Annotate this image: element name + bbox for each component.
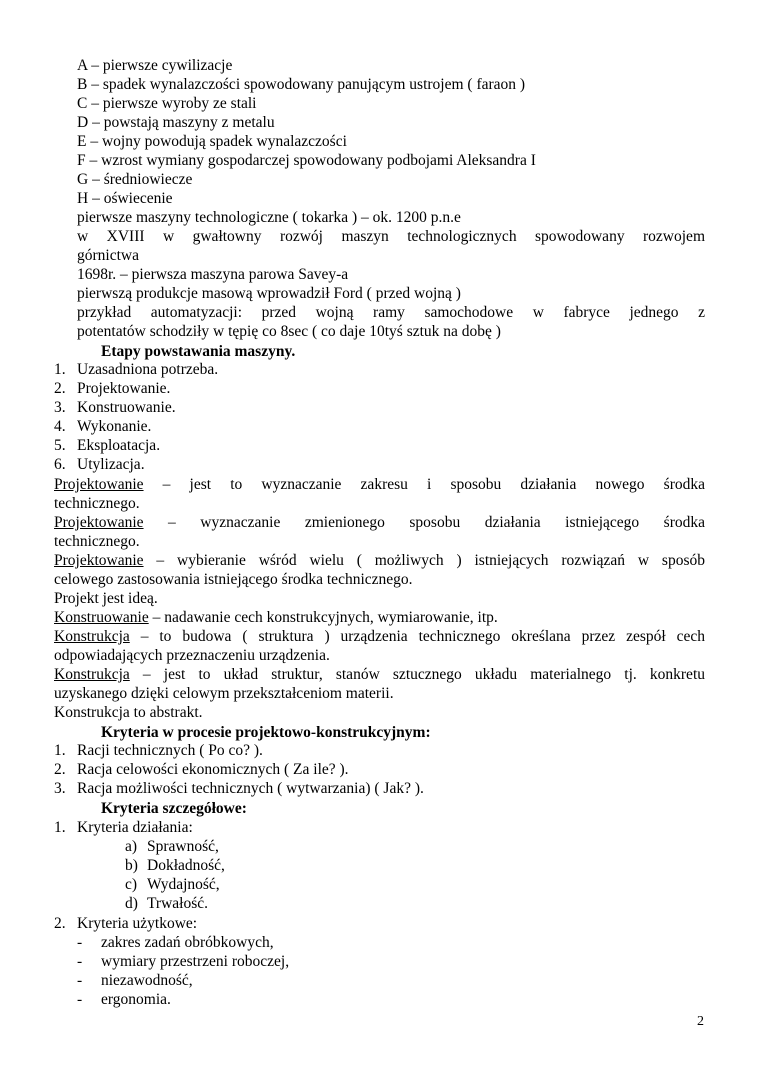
sub-item: niezawodność, <box>101 972 193 989</box>
list-item: Wykonanie. <box>77 418 152 435</box>
bullet-dash: - <box>77 953 83 970</box>
definition-line <box>54 475 705 494</box>
sub-item: Dokładność, <box>147 857 225 874</box>
list-number: 3. <box>54 399 66 416</box>
history-line: A – pierwsze cywilizacje <box>77 57 233 74</box>
sub-item: wymiary przestrzeni roboczej, <box>101 953 290 970</box>
xviii-line-2: górnictwa <box>77 247 139 264</box>
xviii-line-1: w XVIII w gwałtowny rozwój maszyn technologicznych spowodowany rozwojem <box>77 228 705 245</box>
definition-line-cont: technicznego. <box>54 495 140 512</box>
history-line: G – średniowiecze <box>77 171 193 188</box>
sub-item: Sprawność, <box>147 838 219 855</box>
stages-heading: Etapy powstawania maszyny. <box>101 343 296 360</box>
definition-term: Projektowanie <box>54 552 144 569</box>
automation-line-1: przykład automatyzacji: przed wojną ramy samochodowe w fabryce jednego z <box>77 304 705 321</box>
definition-term: Konstruowanie <box>54 609 149 626</box>
definition-text: – nadawanie cech konstrukcyjnych, wymiarowanie, itp. <box>148 609 498 626</box>
list-number: 6. <box>54 456 66 473</box>
ford-line: pierwszą produkcje masową wprowadził Ford ( przed wojną ) <box>77 285 461 302</box>
definition-line <box>54 513 705 532</box>
sub-item: Wydajność, <box>147 876 220 893</box>
sub-letter: b) <box>125 857 138 874</box>
automation-line-2: potentatów schodziły w tępię co 8sec ( co daje 10tyś sztuk na dobę ) <box>77 323 501 340</box>
list-number: 1. <box>54 742 66 759</box>
list-item: Uzasadniona potrzeba. <box>77 361 219 378</box>
definition-line-cont: odpowiadających przeznaczeniu urządzenia. <box>54 647 330 664</box>
history-line: F – wzrost wymiany gospodarczej spowodowany podbojami Aleksandra I <box>77 152 536 169</box>
definition-text: – jest to wyznaczanie zakresu i sposobu działania nowego środka <box>143 476 705 493</box>
bullet-dash: - <box>77 991 83 1008</box>
bullet-dash: - <box>77 934 83 951</box>
definition-line <box>54 608 498 627</box>
bullet-dash: - <box>77 972 83 989</box>
sub-item: ergonomia. <box>101 991 171 1008</box>
project-idea-line: Projekt jest ideą. <box>54 590 158 607</box>
page-number: 2 <box>697 1014 704 1029</box>
history-line: E – wojny powodują spadek wynalazczości <box>77 133 347 150</box>
list-item: Racja celowości ekonomicznych ( Za ile? ). <box>77 761 349 778</box>
definition-line <box>54 665 705 684</box>
definition-line-cont: technicznego. <box>54 533 140 550</box>
definition-line-cont: celowego zastosowania istniejącego środka technicznego. <box>54 571 413 588</box>
list-number: 5. <box>54 437 66 454</box>
definition-line <box>54 627 705 646</box>
list-item: Utylizacja. <box>77 456 145 473</box>
history-line: B – spadek wynalazczości spowodowany panującym ustrojem ( faraon ) <box>77 76 526 93</box>
list-number: 1. <box>54 819 66 836</box>
criteria-heading: Kryteria w procesie projektowo-konstrukcyjnym: <box>101 724 431 741</box>
list-item: Kryteria użytkowe: <box>77 915 198 932</box>
list-number: 3. <box>54 780 66 797</box>
sub-letter: c) <box>125 876 138 893</box>
steam-engine-line: 1698r. – pierwsza maszyna parowa Savey-a <box>77 266 349 283</box>
detail-heading: Kryteria szczegółowe: <box>101 800 247 817</box>
sub-letter: a) <box>125 838 138 855</box>
list-item: Eksploatacja. <box>77 437 161 454</box>
sub-letter: d) <box>125 895 138 912</box>
definition-term: Konstrukcja <box>54 628 130 645</box>
history-line: C – pierwsze wyroby ze stali <box>77 95 257 112</box>
list-item: Projektowanie. <box>77 380 171 397</box>
definition-line-cont: uzyskanego dzięki celowym przekształceniom materii. <box>54 685 394 702</box>
definition-term: Projektowanie <box>54 476 144 493</box>
definition-text: – to budowa ( struktura ) urządzenia technicznego określana przez zespół cech <box>129 628 705 645</box>
history-line: D – powstają maszyny z metalu <box>77 114 275 131</box>
definition-text: – wyznaczanie zmienionego sposobu działania istniejącego środka <box>143 514 705 531</box>
definition-text: – jest to układ struktur, stanów sztucznego układu materialnego tj. konkretu <box>129 666 705 683</box>
list-number: 2. <box>54 915 66 932</box>
list-number: 4. <box>54 418 66 435</box>
list-number: 2. <box>54 380 66 397</box>
list-item: Racja możliwości technicznych ( wytwarzania) ( Jak? ). <box>77 780 424 797</box>
definition-term: Konstrukcja <box>54 666 130 683</box>
list-item: Racji technicznych ( Po co? ). <box>77 742 263 759</box>
definition-text: – wybieranie wśród wielu ( możliwych ) istniejących rozwiązań w sposób <box>143 552 705 569</box>
history-line: H – oświecenie <box>77 190 173 207</box>
sub-item: Trwałość. <box>147 895 209 912</box>
list-item: Konstruowanie. <box>77 399 176 416</box>
sub-item: zakres zadań obróbkowych, <box>101 934 274 951</box>
history-line: pierwsze maszyny technologiczne ( tokarka ) – ok. 1200 p.n.e <box>77 209 461 226</box>
list-item: Kryteria działania: <box>77 819 193 836</box>
construction-abstract-line: Konstrukcja to abstrakt. <box>54 704 203 721</box>
definition-line <box>54 551 705 570</box>
list-number: 2. <box>54 761 66 778</box>
definition-term: Projektowanie <box>54 514 144 531</box>
list-number: 1. <box>54 361 66 378</box>
